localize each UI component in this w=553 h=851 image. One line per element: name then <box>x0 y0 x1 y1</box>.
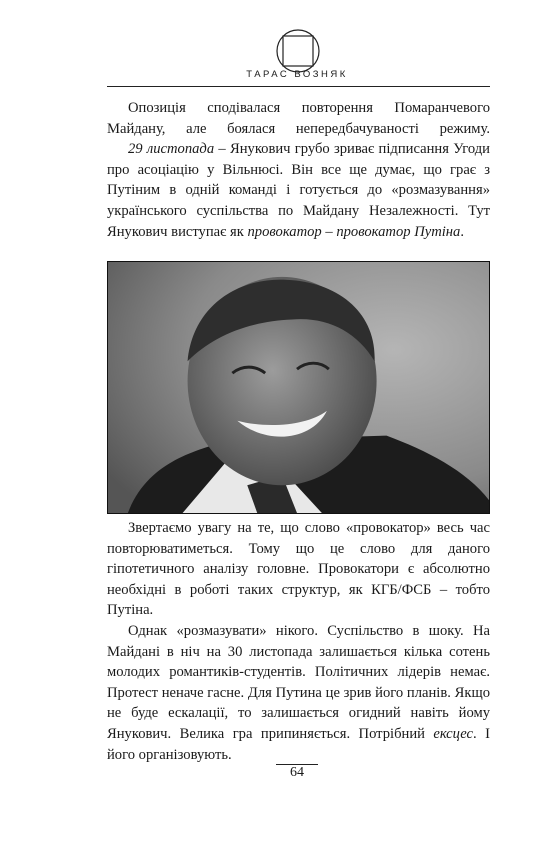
excess-emphasis: ексцес <box>433 725 474 742</box>
date-emphasis: 29 листопада <box>128 141 215 158</box>
paragraph-2-end: . <box>460 223 464 240</box>
text-block-top <box>107 98 490 242</box>
paragraph-3: Звертаємо увагу на те, що слово «провокатор» весь час повторюватиметься. Тому що це слово для даного гіпотетичного аналізу головне. Провокатори є абсолютно необхідні в роботі таких структур, як КГБ/ФСБ – тобто Путіна. <box>107 520 490 619</box>
running-head-author: ТАРАС ВОЗНЯК <box>246 69 348 80</box>
paragraph-2-text: – Янукович грубо зриває підписання Угоди про асоціацію у Вільнюсі. Він все ще думає, що грає з Путіним в одній команді і готується до «розмазування» українського суспільства по Майдану Незалежності. Тут Янукович виступає як <box>107 141 490 240</box>
paragraph-1: Опозиція сподівалася повторення Помаранчевого Майдану, але боялася непередбачуваності режиму. <box>107 100 490 137</box>
paragraph-4-end: . І його організовують. <box>107 725 490 763</box>
paragraph-4 <box>107 621 490 765</box>
text-block-bottom <box>107 518 490 765</box>
circle-in-square-emblem-icon <box>275 28 321 74</box>
provocateur-emphasis: провокатор – провокатор Путіна <box>247 223 461 240</box>
header-rule <box>107 86 490 87</box>
page-number: 64 <box>276 764 318 781</box>
paragraph-2 <box>107 139 490 242</box>
portrait-illustration <box>108 262 489 513</box>
paragraph-4-text: Однак «розмазувати» нікого. Суспільство в шоку. На Майдані в ніч на 30 листопада залишається кілька сотень молодих романтиків-студентів. Політичних лідерів немає. Протест неначе гасне. Для Путина це зрив його планів. Якщо не буде ескалації, то залишається огидний навіть йому Янукович. Велика гра припиняється. Потрібний <box>107 622 490 742</box>
photo-portrait <box>107 261 490 514</box>
